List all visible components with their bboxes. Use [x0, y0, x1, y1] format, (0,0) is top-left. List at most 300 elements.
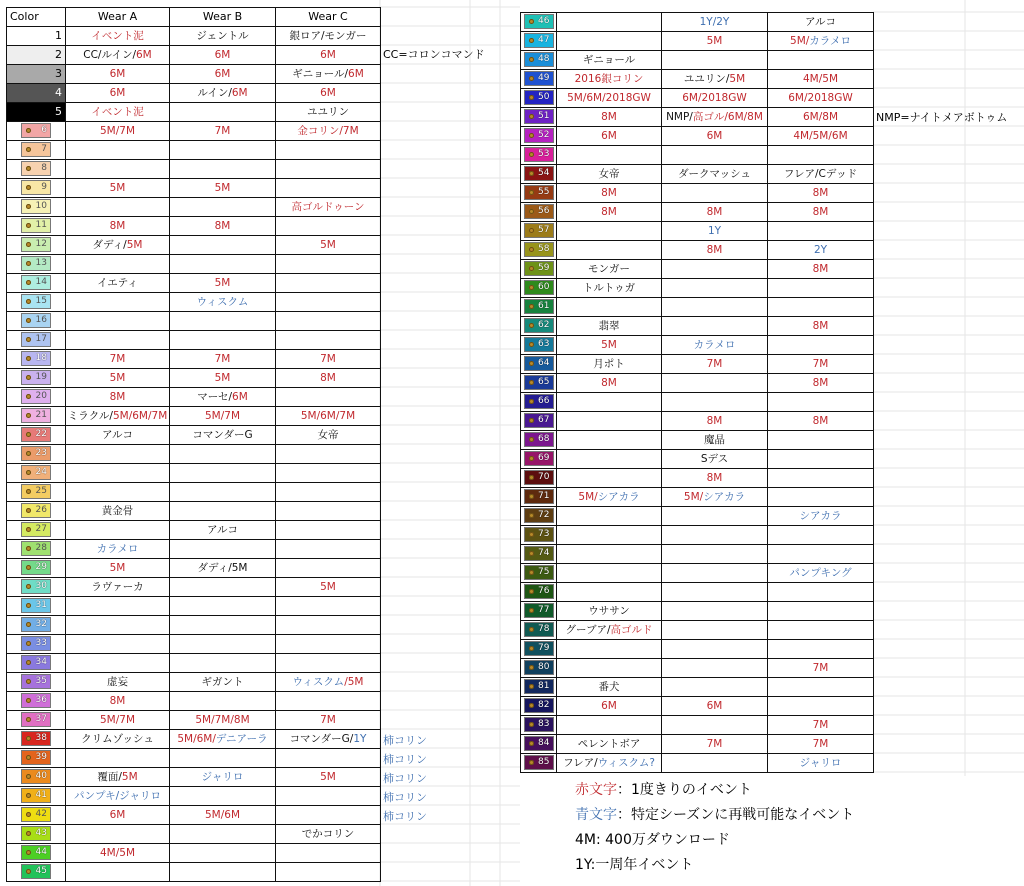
color-swatch-cell — [7, 597, 66, 616]
cell-text: ジャリロ — [201, 771, 244, 783]
wear-a-cell — [66, 388, 170, 407]
gold-coin-icon — [529, 152, 534, 157]
wear-b-cell — [170, 198, 276, 217]
wear-b-cell — [170, 236, 276, 255]
wear-a-cell — [557, 507, 662, 526]
wear-a-cell — [557, 298, 662, 317]
color-swatch — [524, 223, 554, 238]
color-number-cell: 1 — [7, 27, 66, 46]
header-wear-a: Wear A — [66, 8, 170, 27]
gold-coin-icon — [26, 432, 31, 437]
wear-a-cell — [66, 825, 170, 844]
table-row — [7, 84, 381, 103]
wear-b-cell — [662, 279, 768, 298]
color-swatch-cell — [521, 13, 557, 32]
table-row — [521, 431, 874, 450]
header-color: Color — [7, 8, 66, 27]
color-swatch — [524, 109, 554, 124]
wear-b-cell — [170, 635, 276, 654]
color-number: 32 — [35, 619, 47, 629]
wear-a-cell — [66, 46, 170, 65]
cell-text: 7M — [812, 738, 829, 750]
color-number: 64 — [538, 358, 550, 368]
wear-c-cell — [276, 521, 381, 540]
cell-text: 1Y — [707, 225, 722, 237]
color-swatch-cell — [521, 108, 557, 127]
wear-c-cell — [768, 621, 874, 640]
color-swatch — [524, 299, 554, 314]
wear-a-cell — [557, 450, 662, 469]
wear-c-cell — [276, 236, 381, 255]
color-number: 84 — [538, 738, 550, 748]
gold-coin-icon — [26, 242, 31, 247]
wear-b-cell — [662, 583, 768, 602]
gold-coin-icon — [529, 95, 534, 100]
cell-text: 5M/6M/2018GW — [567, 92, 651, 104]
cell-text: 1Y — [353, 733, 367, 745]
wear-a-cell — [66, 255, 170, 274]
color-swatch — [21, 636, 51, 651]
wear-a-cell — [557, 640, 662, 659]
wear-c-cell — [276, 768, 381, 787]
cell-text: 5M/6M/7M — [300, 410, 356, 422]
wear-b-cell — [662, 678, 768, 697]
wear-b-cell — [662, 241, 768, 260]
wear-b-cell — [170, 407, 276, 426]
table-row — [521, 32, 874, 51]
color-swatch — [21, 332, 51, 347]
cell-text: 8M — [812, 187, 829, 199]
color-number: 29 — [35, 562, 47, 572]
wear-c-cell — [768, 70, 874, 89]
color-swatch-cell — [7, 483, 66, 502]
table-row — [521, 564, 874, 583]
color-number: 15 — [35, 296, 47, 306]
wear-a-cell — [66, 578, 170, 597]
color-swatch-cell — [521, 469, 557, 488]
wear-a-cell — [66, 464, 170, 483]
wear-c-cell — [768, 184, 874, 203]
color-swatch-cell — [7, 863, 66, 882]
wear-c-cell — [276, 711, 381, 730]
cell-text: モンガー — [588, 263, 630, 275]
cell-text: アルコ — [101, 429, 134, 441]
wear-a-cell — [557, 602, 662, 621]
color-number: 45 — [35, 866, 47, 876]
cell-text: 1Y/2Y — [699, 16, 730, 28]
wear-c-cell — [768, 32, 874, 51]
table-row — [521, 260, 874, 279]
table-row — [7, 293, 381, 312]
color-swatch-cell — [521, 754, 557, 773]
wear-a-cell — [557, 184, 662, 203]
wear-c-cell — [276, 787, 381, 806]
color-swatch-cell — [7, 255, 66, 274]
wear-a-cell — [557, 108, 662, 127]
cell-text: 6M — [109, 809, 126, 821]
wear-c-cell — [768, 697, 874, 716]
color-number: 6 — [41, 125, 47, 135]
color-swatch-cell — [521, 70, 557, 89]
wear-c-cell — [768, 564, 874, 583]
wear-c-cell — [768, 298, 874, 317]
wear-c-cell — [276, 559, 381, 578]
wear-a-cell — [557, 222, 662, 241]
color-swatch-cell — [521, 640, 557, 659]
table-row — [7, 122, 381, 141]
cell-text: でかコリン — [301, 828, 355, 840]
table-row — [521, 640, 874, 659]
wear-c-cell — [276, 616, 381, 635]
cell-text: 5M — [729, 73, 746, 85]
legend-red — [575, 778, 854, 803]
cell-text: 翡翠 — [598, 320, 620, 332]
cell-text: 4M/5M — [99, 847, 136, 859]
table-row — [521, 355, 874, 374]
wear-b-cell — [662, 355, 768, 374]
wear-b-cell — [170, 274, 276, 293]
table-row — [7, 331, 381, 350]
cell-text: 高ゴルド — [610, 624, 653, 636]
wear-c-cell — [768, 317, 874, 336]
wear-b-cell — [170, 597, 276, 616]
table-row — [7, 141, 381, 160]
cell-text: 4M/5M/6M — [793, 130, 848, 142]
color-swatch — [21, 446, 51, 461]
color-number: 68 — [538, 434, 550, 444]
color-number: 17 — [35, 334, 47, 344]
gold-coin-icon — [529, 247, 534, 252]
wear-c-cell — [768, 89, 874, 108]
table-row — [7, 597, 381, 616]
color-swatch-cell — [7, 388, 66, 407]
wear-a-cell — [557, 412, 662, 431]
wear-a-cell — [66, 654, 170, 673]
gold-coin-icon — [529, 19, 534, 24]
gold-coin-icon — [26, 413, 31, 418]
color-swatch — [524, 185, 554, 200]
wear-c-cell — [768, 260, 874, 279]
color-swatch — [524, 565, 554, 580]
wear-c-cell — [276, 483, 381, 502]
wear-b-cell — [170, 578, 276, 597]
color-number: 49 — [538, 73, 550, 83]
wear-a-cell — [66, 141, 170, 160]
wear-b-cell — [170, 749, 276, 768]
color-number: 36 — [35, 695, 47, 705]
color-number: 72 — [538, 510, 550, 520]
wear-b-cell — [662, 203, 768, 222]
cell-text: CC/ルイン/ — [83, 49, 136, 61]
color-swatch-cell — [7, 407, 66, 426]
kaki-colin-note: 柿コリン — [383, 810, 427, 823]
color-number: 82 — [538, 700, 550, 710]
wear-a-cell — [66, 103, 170, 122]
table-row — [7, 578, 381, 597]
color-swatch-cell — [7, 521, 66, 540]
color-swatch — [524, 261, 554, 276]
wear-c-cell — [276, 407, 381, 426]
table-row — [521, 165, 874, 184]
cell-text: 5M/7M — [99, 125, 136, 137]
color-number: 12 — [35, 239, 47, 249]
table-row — [7, 464, 381, 483]
color-swatch — [21, 674, 51, 689]
color-swatch-cell — [521, 507, 557, 526]
color-swatch — [524, 679, 554, 694]
wear-c-cell — [768, 203, 874, 222]
color-number: 57 — [538, 225, 550, 235]
wear-a-cell — [557, 735, 662, 754]
cell-text: カラメロ — [809, 35, 851, 47]
cell-text: コマンダーG/ — [289, 733, 354, 745]
wear-b-cell — [662, 431, 768, 450]
gold-coin-icon — [26, 128, 31, 133]
gold-coin-icon — [529, 456, 534, 461]
wear-a-cell — [557, 89, 662, 108]
table-row — [7, 369, 381, 388]
wear-c-cell — [768, 735, 874, 754]
cell-text: デニアーラ — [215, 733, 268, 745]
cell-text: シアカラ — [597, 491, 640, 503]
wear-b-cell — [662, 165, 768, 184]
color-swatch — [524, 508, 554, 523]
wear-b-cell — [662, 89, 768, 108]
wear-b-cell — [662, 412, 768, 431]
wear-b-cell — [662, 184, 768, 203]
gold-coin-icon — [26, 603, 31, 608]
cell-text: フレア/ — [563, 757, 598, 769]
color-swatch-cell — [7, 217, 66, 236]
wear-c-cell — [768, 507, 874, 526]
table-row — [521, 659, 874, 678]
color-number: 70 — [538, 472, 550, 482]
color-swatch — [21, 598, 51, 613]
color-number: 62 — [538, 320, 550, 330]
gold-coin-icon — [26, 318, 31, 323]
cell-text: ジャリロ — [799, 757, 842, 769]
color-swatch — [21, 522, 51, 537]
color-swatch — [524, 413, 554, 428]
gold-coin-icon — [529, 114, 534, 119]
cell-text: 高ゴルドゥーン — [291, 201, 365, 213]
wear-a-cell — [66, 616, 170, 635]
table-row — [7, 255, 381, 274]
cell-text: ジェントル — [196, 30, 249, 42]
color-number: 83 — [538, 719, 550, 729]
wear-c-cell — [276, 502, 381, 521]
wear-b-cell — [662, 621, 768, 640]
gold-coin-icon — [26, 147, 31, 152]
color-swatch — [21, 807, 51, 822]
color-swatch-cell — [521, 222, 557, 241]
color-swatch — [524, 641, 554, 656]
table-row — [7, 673, 381, 692]
wear-c-cell — [276, 749, 381, 768]
gold-coin-icon — [529, 342, 534, 347]
table-row — [521, 184, 874, 203]
wear-b-cell — [662, 659, 768, 678]
color-swatch-cell — [7, 787, 66, 806]
color-swatch-cell — [7, 331, 66, 350]
wear-a-cell — [557, 488, 662, 507]
table-row — [521, 545, 874, 564]
color-swatch — [524, 52, 554, 67]
cell-text: 6M — [348, 68, 364, 80]
color-swatch — [21, 826, 51, 841]
gold-coin-icon — [529, 627, 534, 632]
wear-b-cell — [662, 526, 768, 545]
wear-a-cell — [557, 431, 662, 450]
wear-b-cell — [170, 141, 276, 160]
table-row — [7, 217, 381, 236]
gold-coin-icon — [529, 399, 534, 404]
color-swatch — [21, 408, 51, 423]
gold-coin-icon — [529, 608, 534, 613]
gold-coin-icon — [529, 722, 534, 727]
cell-text: 6M/2018GW — [788, 92, 853, 104]
color-swatch — [524, 318, 554, 333]
wear-a-cell — [66, 84, 170, 103]
cell-text: 女帝 — [317, 429, 339, 441]
table-row — [7, 388, 381, 407]
table-row — [521, 488, 874, 507]
table-row — [7, 179, 381, 198]
color-number: 16 — [35, 315, 47, 325]
wear-b-cell — [662, 393, 768, 412]
color-swatch-cell — [521, 184, 557, 203]
color-swatch-cell — [7, 768, 66, 787]
legend-red-label: 赤文字 — [575, 782, 617, 798]
color-swatch — [524, 14, 554, 29]
cell-text: フレア/Cデッド — [783, 168, 858, 180]
color-swatch — [524, 584, 554, 599]
color-number: 27 — [35, 524, 47, 534]
kaki-colin-note: 柿コリン — [383, 734, 427, 747]
kaki-colin-note: 柿コリン — [383, 791, 427, 804]
wear-c-cell — [276, 65, 381, 84]
cell-text: ユユリン — [307, 106, 349, 118]
cell-text: 8M — [812, 377, 829, 389]
wear-c-cell — [768, 374, 874, 393]
table-row — [7, 65, 381, 84]
wear-c-cell — [276, 217, 381, 236]
wear-a-cell — [66, 559, 170, 578]
table-row — [7, 787, 381, 806]
wear-a-cell — [557, 545, 662, 564]
gold-coin-icon — [26, 869, 31, 874]
cell-text: クリムゾッシュ — [81, 733, 154, 745]
color-swatch-cell — [521, 146, 557, 165]
gold-coin-icon — [529, 380, 534, 385]
cell-text: 7M — [214, 353, 231, 365]
wear-a-cell — [557, 336, 662, 355]
color-swatch — [524, 204, 554, 219]
gold-coin-icon — [529, 589, 534, 594]
color-swatch-cell — [7, 160, 66, 179]
cell-text: 6M — [231, 87, 248, 99]
wear-a-cell — [66, 692, 170, 711]
legend-4m: 4M: 400万ダウンロード — [575, 832, 730, 848]
wear-a-cell — [557, 203, 662, 222]
color-swatch-cell — [7, 274, 66, 293]
wear-c-cell — [768, 431, 874, 450]
wear-a-cell — [66, 122, 170, 141]
color-swatch-cell — [7, 825, 66, 844]
wear-a-cell — [557, 469, 662, 488]
cell-text: Sデス — [700, 453, 729, 465]
wear-c-cell — [276, 540, 381, 559]
cell-text: 5M — [601, 339, 617, 351]
gold-coin-icon — [26, 698, 31, 703]
color-swatch-cell — [521, 317, 557, 336]
gold-coin-icon — [529, 665, 534, 670]
gold-coin-icon — [26, 185, 31, 190]
table-row — [521, 279, 874, 298]
wear-c-cell — [768, 336, 874, 355]
color-swatch — [21, 712, 51, 727]
table-row — [521, 13, 874, 32]
gold-coin-icon — [26, 356, 31, 361]
color-number: 53 — [538, 149, 550, 159]
table-row — [521, 583, 874, 602]
gold-coin-icon — [529, 760, 534, 765]
table-row — [7, 274, 381, 293]
color-swatch-cell — [521, 355, 557, 374]
wear-b-cell — [662, 127, 768, 146]
cell-text: 8M — [812, 320, 829, 332]
table-row — [7, 160, 381, 179]
wear-b-cell — [170, 331, 276, 350]
table-row — [7, 540, 381, 559]
table-row — [7, 844, 381, 863]
wear-b-cell — [662, 754, 768, 773]
gold-coin-icon — [529, 418, 534, 423]
cell-text: 5M/6M — [204, 809, 241, 821]
wear-b-cell — [662, 507, 768, 526]
wear-c-cell — [276, 863, 381, 882]
cell-text: 虚妄 — [107, 676, 128, 688]
color-number: 26 — [35, 505, 47, 515]
color-swatch-cell — [521, 716, 557, 735]
wear-c-cell — [768, 51, 874, 70]
color-number: 30 — [35, 581, 47, 591]
gold-coin-icon — [26, 204, 31, 209]
wear-c-cell — [276, 673, 381, 692]
legend-red-text: ：1度きりのイベント — [617, 782, 752, 798]
cell-text: 5M — [214, 182, 231, 194]
cell-text: ギニョール/ — [292, 68, 349, 80]
color-swatch-cell — [521, 583, 557, 602]
color-swatch — [21, 560, 51, 575]
wear-b-cell — [662, 260, 768, 279]
color-swatch — [21, 180, 51, 195]
wear-c-cell — [276, 464, 381, 483]
gold-coin-icon — [529, 532, 534, 537]
table-row — [521, 89, 874, 108]
wear-b-cell — [662, 545, 768, 564]
color-swatch — [21, 370, 51, 385]
wear-a-cell — [557, 374, 662, 393]
color-swatch — [21, 617, 51, 632]
color-number: 21 — [35, 410, 47, 420]
color-swatch — [524, 394, 554, 409]
cell-text: ウィスクム — [292, 676, 345, 688]
color-number: 81 — [538, 681, 550, 691]
cell-text: ユユリン/ — [683, 73, 730, 85]
color-swatch — [524, 375, 554, 390]
color-swatch-cell — [7, 502, 66, 521]
